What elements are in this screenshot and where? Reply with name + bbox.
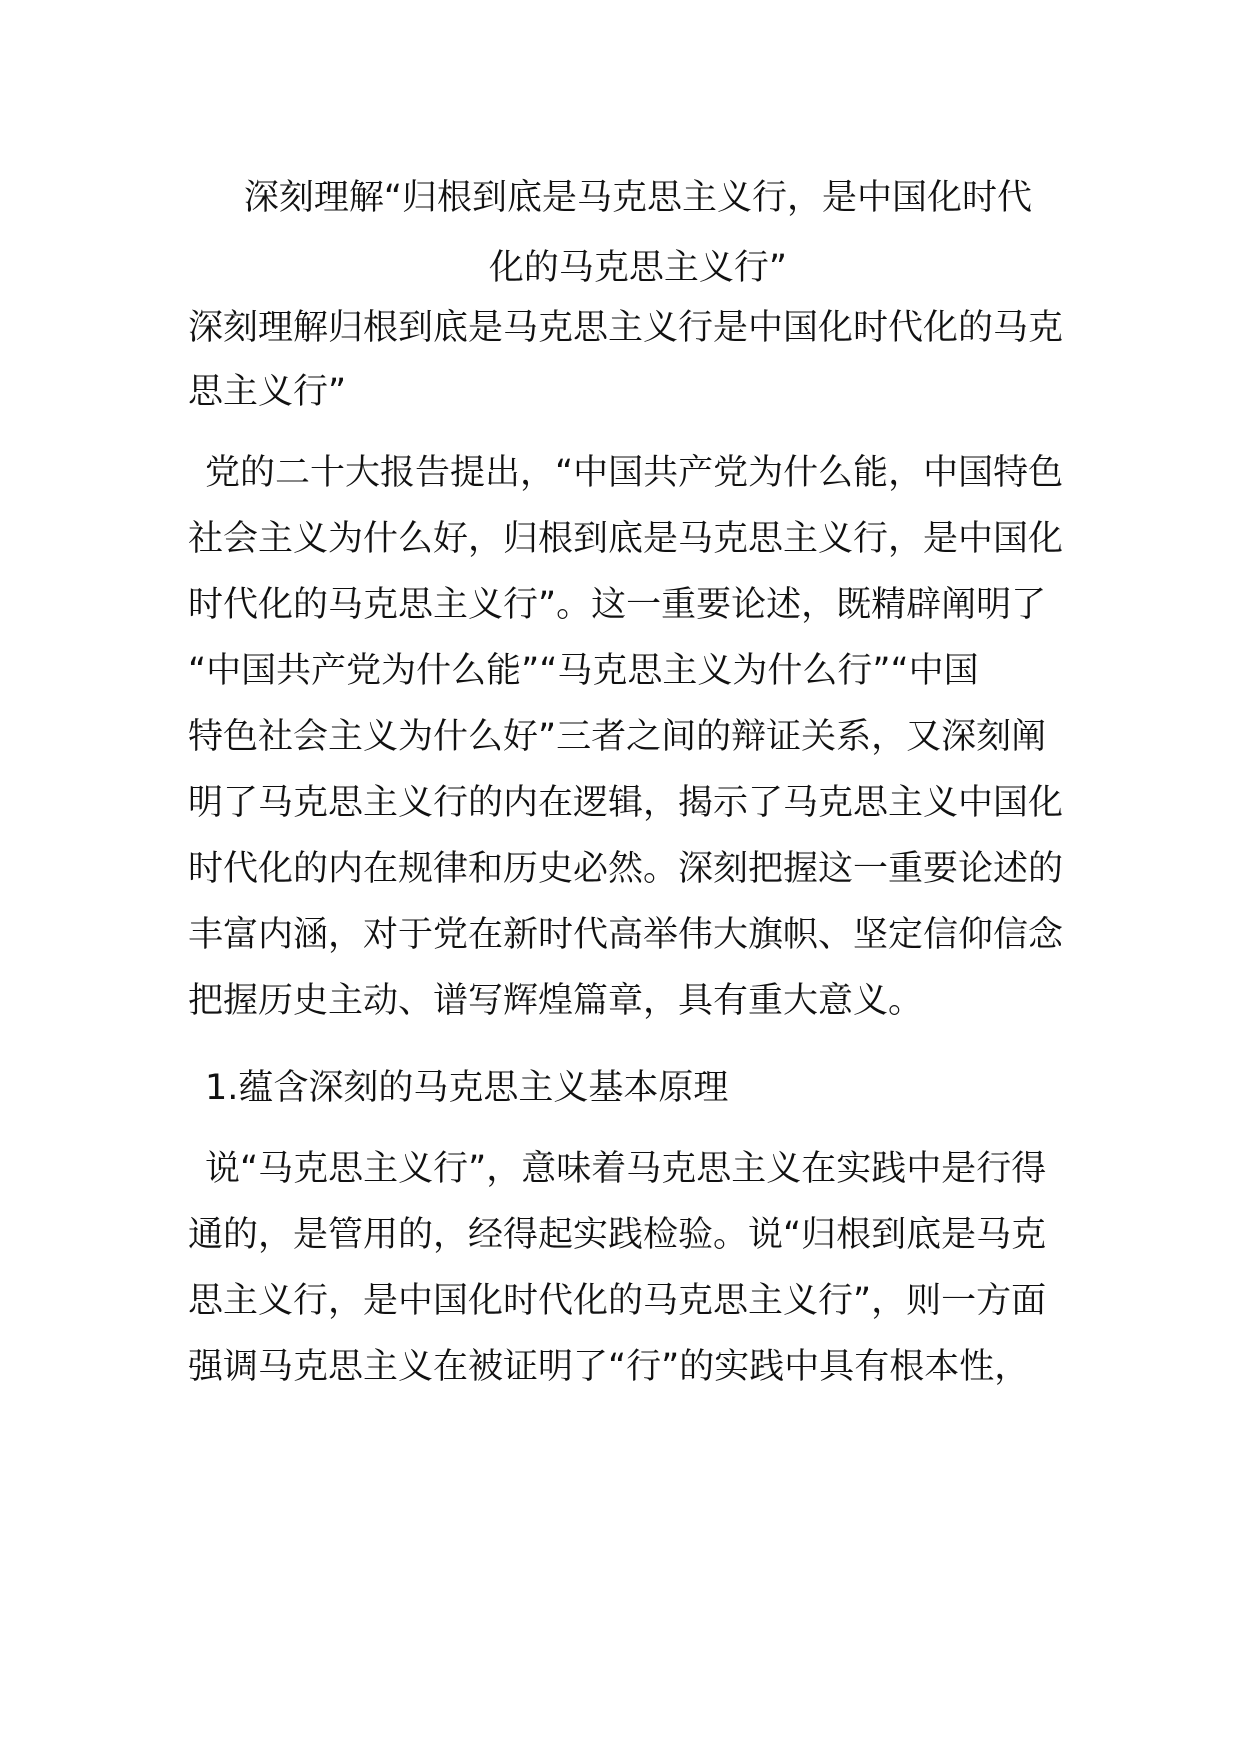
paragraph-line: 思主义行，是中国化时代化的马克思主义行”，则一方面: [188, 1281, 1047, 1321]
paragraph-line: 强调马克思主义在被证明了“行”的实践中具有根本性，: [188, 1347, 1030, 1387]
paragraph-line: 把握历史主动、谱写辉煌篇章，具有重大意义。: [188, 981, 924, 1021]
section-heading: 1.蕴含深刻的马克思主义基本原理: [205, 1068, 729, 1108]
subtitle-line: 深刻理解归根到底是马克思主义行是中国化时代化的马克: [188, 308, 1064, 348]
paragraph-line: 时代化的内在规律和历史必然。深刻把握这一重要论述的: [188, 849, 1064, 889]
paragraph-line: 明了马克思主义行的内在逻辑，揭示了马克思主义中国化: [188, 783, 1064, 823]
paragraph-line: 丰富内涵，对于党在新时代高举伟大旗帜、坚定信仰信念: [188, 915, 1064, 955]
paragraph-line: 时代化的马克思主义行”。这一重要论述，既精辟阐明了: [188, 585, 1047, 625]
paragraph-line: 通的，是管用的，经得起实践检验。说“归根到底是马克: [188, 1215, 1047, 1255]
title-line: 深刻理解“归根到底是马克思主义行，是中国化时代: [243, 178, 1033, 218]
paragraph-line: 社会主义为什么好，归根到底是马克思主义行，是中国化: [188, 519, 1064, 559]
paragraph-line: 党的二十大报告提出，“中国共产党为什么能，中国特色: [205, 453, 1064, 493]
paragraph-line: 特色社会主义为什么好”三者之间的辩证关系，又深刻阐: [188, 717, 1047, 757]
subtitle-line: 思主义行”: [188, 372, 347, 412]
paragraph-line: “中国共产党为什么能”“马克思主义为什么行”“中国: [188, 651, 979, 691]
title-line: 化的马克思主义行”: [488, 248, 788, 288]
paragraph-line: 说“马克思主义行”，意味着马克思主义在实践中是行得: [205, 1149, 1047, 1189]
document-title: [188, 163, 1088, 303]
